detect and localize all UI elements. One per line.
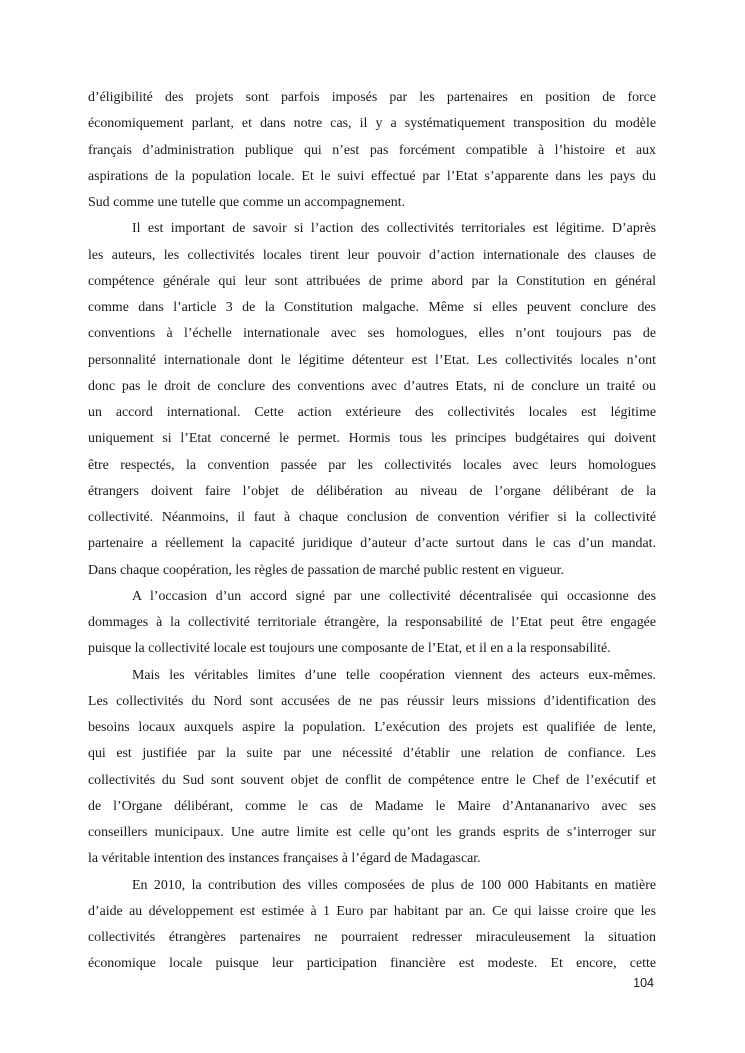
text-line: d’éligibilité des projets sont parfois imposés par les partenaires en position de force: [88, 90, 656, 105]
text-line: uniquement si l’Etat concerné le permet. Hormis tous les principes budgétaires qui doivent: [88, 431, 656, 447]
text-line: conventions à l’échelle internationale avec ses homologues, elles n’ont toujours pas de: [88, 326, 656, 342]
text-line: personnalité internationale dont le légitime détenteur est l’Etat. Les collectivités locales n’ont: [88, 352, 656, 368]
text-line: les auteurs, les collectivités locales tirent leur pouvoir d’action internationale des clauses de: [88, 247, 656, 263]
text-line: d’aide au développement est estimée à 1 Euro par habitant par an. Ce qui laisse croire que les: [88, 903, 656, 919]
text-line: aspirations de la population locale. Et le suivi effectué par l’Etat s’apparente dans les pays du: [88, 168, 656, 184]
text-line: Les collectivités du Nord sont accusées de ne pas réussir leurs missions d’identification des: [88, 693, 656, 709]
text-line: compétence générale qui leur sont attribuées de prime abord par la Constitution en général: [88, 273, 656, 289]
text-line: partenaire a réellement la capacité juridique d’auteur d’acte surtout dans le cas d’un mandat.: [88, 536, 656, 552]
text-line: Sud comme une tutelle que comme un accompagnement.: [88, 195, 406, 210]
text-line: Mais les véritables limites d’une telle coopération viennent des acteurs eux-mêmes.: [132, 667, 656, 683]
text-line: En 2010, la contribution des villes composées de plus de 100 000 Habitants en matière: [132, 877, 656, 893]
text-line: donc pas le droit de conclure des conventions avec d’autres Etats, ni de conclure un traité ou: [88, 378, 656, 394]
text-line: collectivités étrangères partenaires ne pourraient redresser miraculeusement la situation: [88, 930, 656, 945]
text-line: étrangers doivent faire l’objet de délibération au niveau de l’organe délibérant de la: [88, 483, 656, 499]
text-line: économiquement parlant, et dans notre cas, il y a systématiquement transposition du modèle: [88, 116, 656, 132]
text-line: besoins locaux auxquels aspire la population. L’exécution des projets est qualifiée de lente,: [88, 720, 656, 735]
text-line: conseillers municipaux. Une autre limite est celle qu’ont les grands esprits de s’interroger sur: [88, 825, 656, 840]
text-line: Dans chaque coopération, les règles de passation de marché public restent en vigueur.: [88, 562, 564, 578]
text-line: collectivité. Néanmoins, il faut à chaque conclusion de convention vérifier si la collectivité: [88, 510, 656, 525]
text-line: un accord international. Cette action extérieure des collectivités locales est légitime: [88, 405, 656, 420]
text-line: comme dans l’article 3 de la Constitution malgache. Même si elles peuvent conclure des: [88, 300, 656, 315]
text-line: puisque la collectivité locale est toujours une composante de l’Etat, et il en a la responsabilité.: [88, 641, 611, 657]
text-line: être respectés, la convention passée par les collectivités locales avec leurs homologues: [88, 457, 656, 473]
body-text: [88, 85, 656, 978]
text-line: Il est important de savoir si l’action des collectivités territoriales est légitime. D’après: [132, 221, 656, 237]
text-line: français d’administration publique qui n’est pas forcément compatible à l’histoire et aux: [88, 142, 656, 158]
text-line: qui est justifiée par la suite par une nécessité d’établir une relation de confiance. Les: [88, 746, 656, 762]
text-line: économique locale puisque leur participation financière est modeste. Et encore, cette: [88, 956, 656, 972]
text-line: collectivités du Sud sont souvent objet de conflit de compétence entre le Chef de l’exécutif et: [88, 772, 656, 788]
page-body: [88, 85, 656, 978]
page-number: 104: [633, 976, 654, 990]
text-line: dommages à la collectivité territoriale étrangère, la responsabilité de l’Etat peut être engagée: [88, 615, 656, 630]
text-line: A l’occasion d’un accord signé par une collectivité décentralisée qui occasionne des: [132, 588, 656, 604]
text-line: la véritable intention des instances françaises à l’égard de Madagascar.: [88, 851, 481, 867]
text-line: de l’Organe délibérant, comme le cas de Madame le Maire d’Antananarivo avec ses: [88, 798, 656, 814]
